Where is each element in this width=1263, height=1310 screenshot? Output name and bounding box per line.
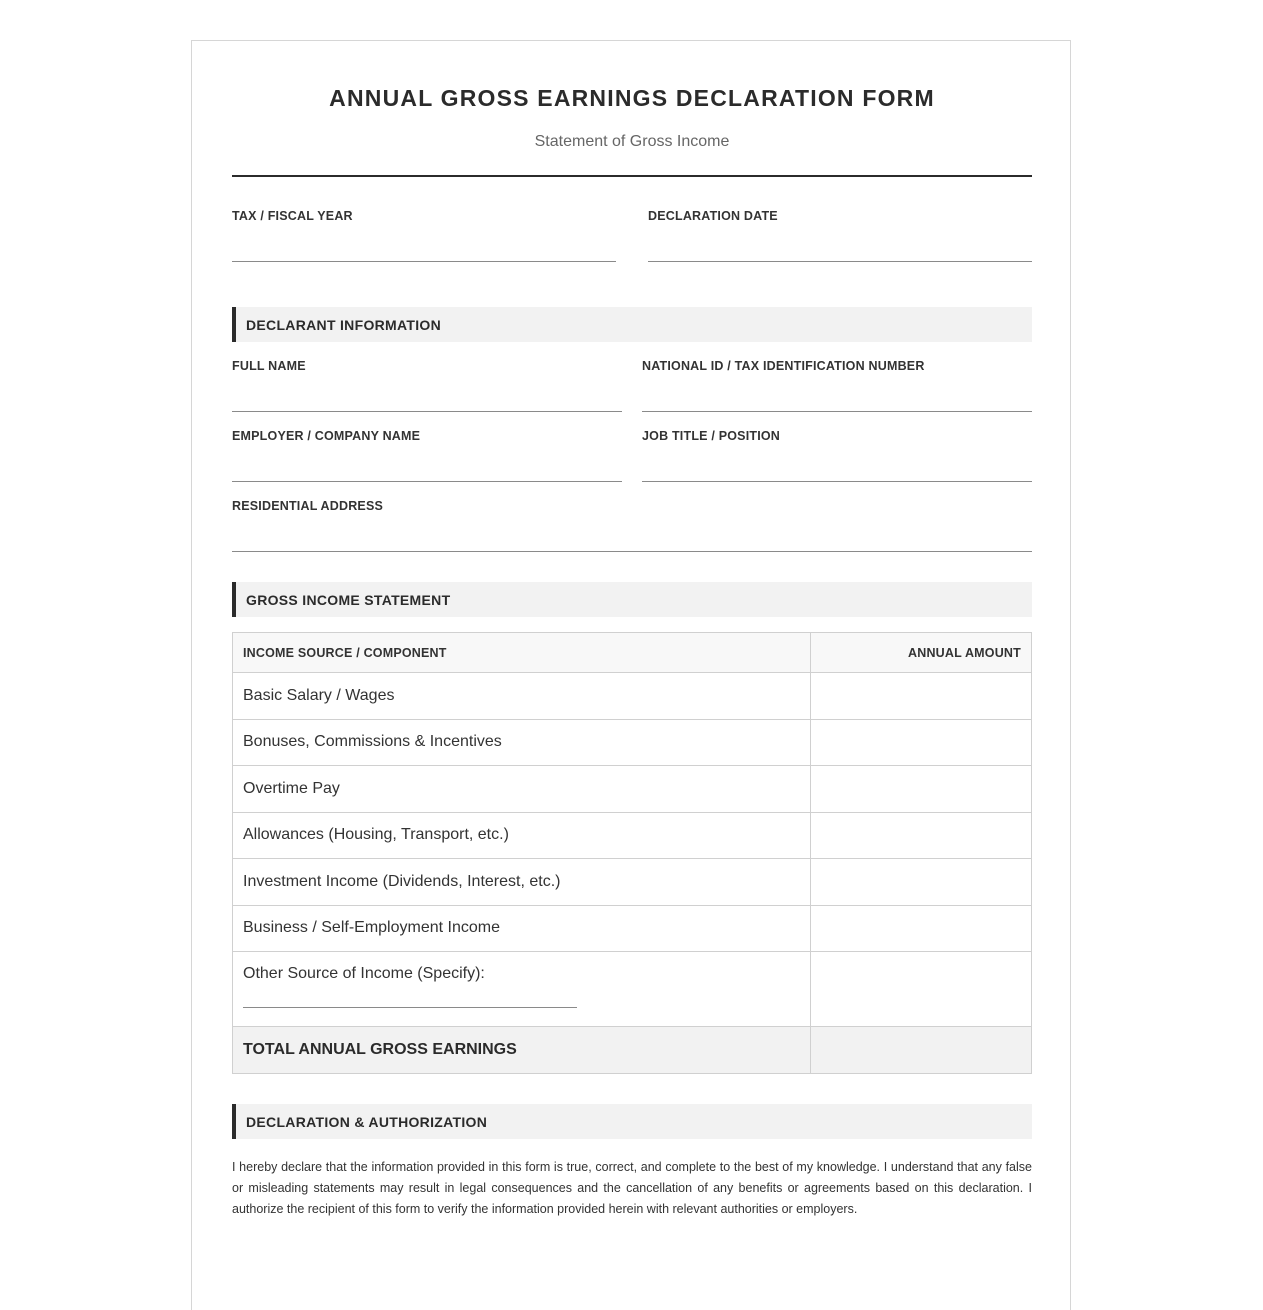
column-header-source: INCOME SOURCE / COMPONENT: [233, 633, 811, 673]
declaration-date-label: DECLARATION DATE: [648, 209, 778, 223]
national-id-line[interactable]: [642, 411, 1032, 412]
section-declaration-authorization: [232, 1104, 1032, 1139]
section-title: DECLARANT INFORMATION: [246, 317, 442, 333]
section-gross-income-statement: [232, 582, 1032, 617]
fiscal-year-field[interactable]: [232, 209, 616, 263]
table-row: [233, 859, 1032, 906]
table-row: [233, 812, 1032, 859]
table-total-row: [233, 1027, 1032, 1074]
declaration-date-line[interactable]: [648, 261, 1032, 262]
job-title-field[interactable]: [642, 429, 1032, 483]
national-id-label: NATIONAL ID / TAX IDENTIFICATION NUMBER: [642, 359, 925, 373]
fiscal-year-line[interactable]: [232, 261, 616, 262]
table-row-other-income: [233, 952, 1032, 1027]
table-row: [233, 673, 1032, 720]
table-header-row: [233, 633, 1032, 673]
residential-address-label: RESIDENTIAL ADDRESS: [232, 499, 384, 513]
declaration-text: I hereby declare that the information provided in this form is true, correct, and complete to the best of my knowledge. I understand that any false or misleading statements may result in legal consequences and the cancellation of any benefits or agreements based on this declaration. I authorize the recipient of this form to verify the information provided herein with relevant authorities or employers.: [232, 1160, 1032, 1216]
annual-amount-cell[interactable]: [811, 812, 1032, 859]
employer-line[interactable]: [232, 481, 622, 482]
total-amount-cell[interactable]: [811, 1027, 1032, 1074]
residential-address-line[interactable]: [232, 551, 1032, 552]
employer-label: EMPLOYER / COMPANY NAME: [232, 429, 421, 443]
income-source-cell: Business / Self-Employment Income: [233, 905, 811, 952]
income-table: [232, 632, 1032, 1074]
annual-amount-cell[interactable]: [811, 905, 1032, 952]
income-source-cell: Bonuses, Commissions & Incentives: [233, 719, 811, 766]
table-row: [233, 905, 1032, 952]
section-declarant-information: [232, 307, 1032, 342]
job-title-label: JOB TITLE / POSITION: [642, 429, 781, 443]
full-name-line[interactable]: [232, 411, 622, 412]
declaration-date-field[interactable]: [648, 209, 1032, 263]
form-subtitle: Statement of Gross Income: [534, 133, 730, 150]
other-income-specify-line[interactable]: [243, 1007, 577, 1008]
annual-amount-cell[interactable]: [811, 673, 1032, 720]
other-income-label: Other Source of Income (Specify):: [243, 965, 485, 982]
residential-address-field[interactable]: [232, 499, 1032, 553]
full-name-label: FULL NAME: [232, 359, 306, 373]
job-title-line[interactable]: [642, 481, 1032, 482]
section-title: GROSS INCOME STATEMENT: [246, 592, 451, 608]
full-name-field[interactable]: [232, 359, 622, 413]
form-page: [191, 40, 1071, 1310]
fiscal-year-label: TAX / FISCAL YEAR: [232, 209, 353, 223]
income-source-cell: Basic Salary / Wages: [233, 673, 811, 720]
income-source-cell: Investment Income (Dividends, Interest, etc.): [233, 859, 811, 906]
section-title: DECLARATION & AUTHORIZATION: [246, 1114, 488, 1130]
column-header-amount: ANNUAL AMOUNT: [811, 633, 1032, 673]
table-row: [233, 766, 1032, 813]
annual-amount-cell[interactable]: [811, 952, 1032, 1027]
total-label: TOTAL ANNUAL GROSS EARNINGS: [233, 1027, 811, 1074]
national-id-field[interactable]: [642, 359, 1032, 413]
title-divider: [232, 175, 1032, 177]
income-source-cell: [233, 952, 811, 1027]
income-source-cell: Allowances (Housing, Transport, etc.): [233, 812, 811, 859]
employer-field[interactable]: [232, 429, 622, 483]
annual-amount-cell[interactable]: [811, 766, 1032, 813]
income-source-cell: Overtime Pay: [233, 766, 811, 813]
annual-amount-cell[interactable]: [811, 719, 1032, 766]
table-row: [233, 719, 1032, 766]
annual-amount-cell[interactable]: [811, 859, 1032, 906]
form-title: ANNUAL GROSS EARNINGS DECLARATION FORM: [329, 85, 935, 111]
